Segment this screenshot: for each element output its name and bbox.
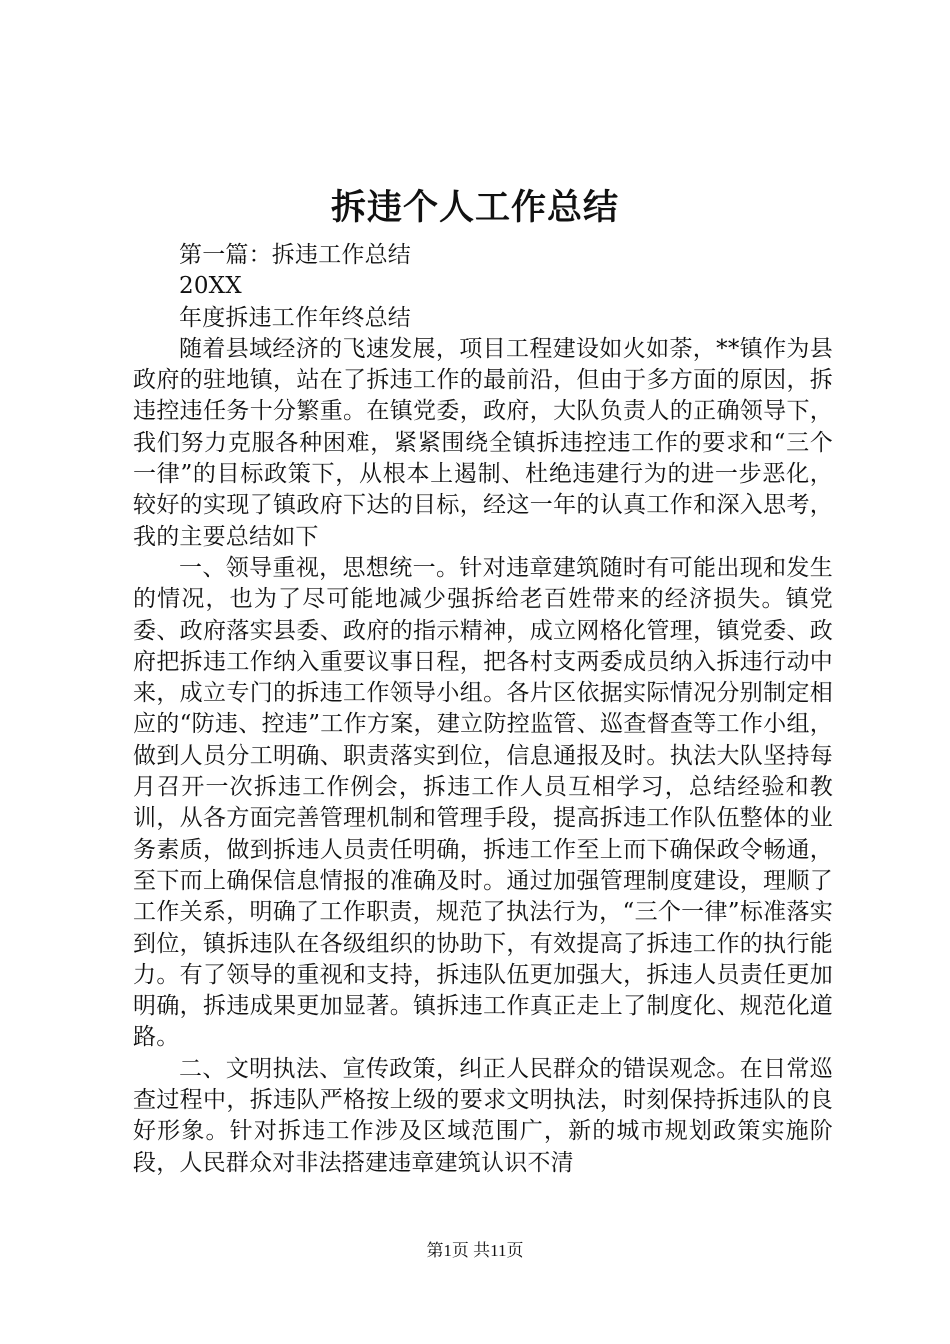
body-paragraph: 二、文明执法、宣传政策，纠正人民群众的错误观念。在日常巡查过程中，拆违队严格按上级的要求文明执法，时刻保持拆违队的良好形象。针对拆违工作涉及区域范围广，新的城市规划政策实施阶段，人民群众对非法搭建违章建筑认识不清 [133,1055,833,1176]
document-title: 拆违个人工作总结 [330,187,619,228]
body-paragraph: 随着县域经济的飞速发展，项目工程建设如火如荼，**镇作为县政府的驻地镇，站在了拆违工作的最前沿，但由于多方面的原因，拆违控违任务十分繁重。在镇党委，政府，大队负责人的正确领导下，我们努力克服各种困难，紧紧围绕全镇拆违控违工作的要求和“三个一律”的目标政策下，从根本上遏制、杜绝违建行为的进一步恶化，较好的实现了镇政府下达的目标，经这一年的认真工作和深入思考，我的主要总结如下 [133,335,833,550]
section-heading: 第一篇：拆违工作总结 [179,242,411,268]
document-body [133,240,833,1179]
page-number: 第1页 共11页 [426,1241,524,1260]
year-line: 20XX [179,273,242,300]
body-paragraph: 一、领导重视，思想统一。针对违章建筑随时有可能出现和发生的情况，也为了尽可能地减少强拆给老百姓带来的经济损失。镇党委、政府落实县委、政府的指示精神，成立网格化管理，镇党委、政府把拆违工作纳入重要议事日程，把各村支两委成员纳入拆违行动中来，成立专门的拆违工作领导小组。各片区依据实际情况分别制定相应的“防违、控违”工作方案，建立防控监管、巡查督查等工作小组，做到人员分工明确、职责落实到位，信息通报及时。执法大队坚持每月召开一次拆违工作例会，拆违工作人员互相学习，总结经验和教训，从各方面完善管理机制和管理手段，提高拆违工作队伍整体的业务素质，做到拆违人员责任明确，拆违工作至上而下确保政令畅通，至下而上确保信息情报的准确及时。通过加强管理制度建设，理顺了工作关系，明确了工作职责，规范了执法行为，“三个一律”标准落实到位，镇拆违队在各级组织的协助下，有效提高了拆违工作的执行能力。有了领导的重视和支持，拆违队伍更加强大，拆违人员责任更加明确，拆违成果更加显著。镇拆违工作真正走上了制度化、规范化道路。 [133,554,833,1051]
subtitle-line: 年度拆违工作年终总结 [179,304,411,331]
